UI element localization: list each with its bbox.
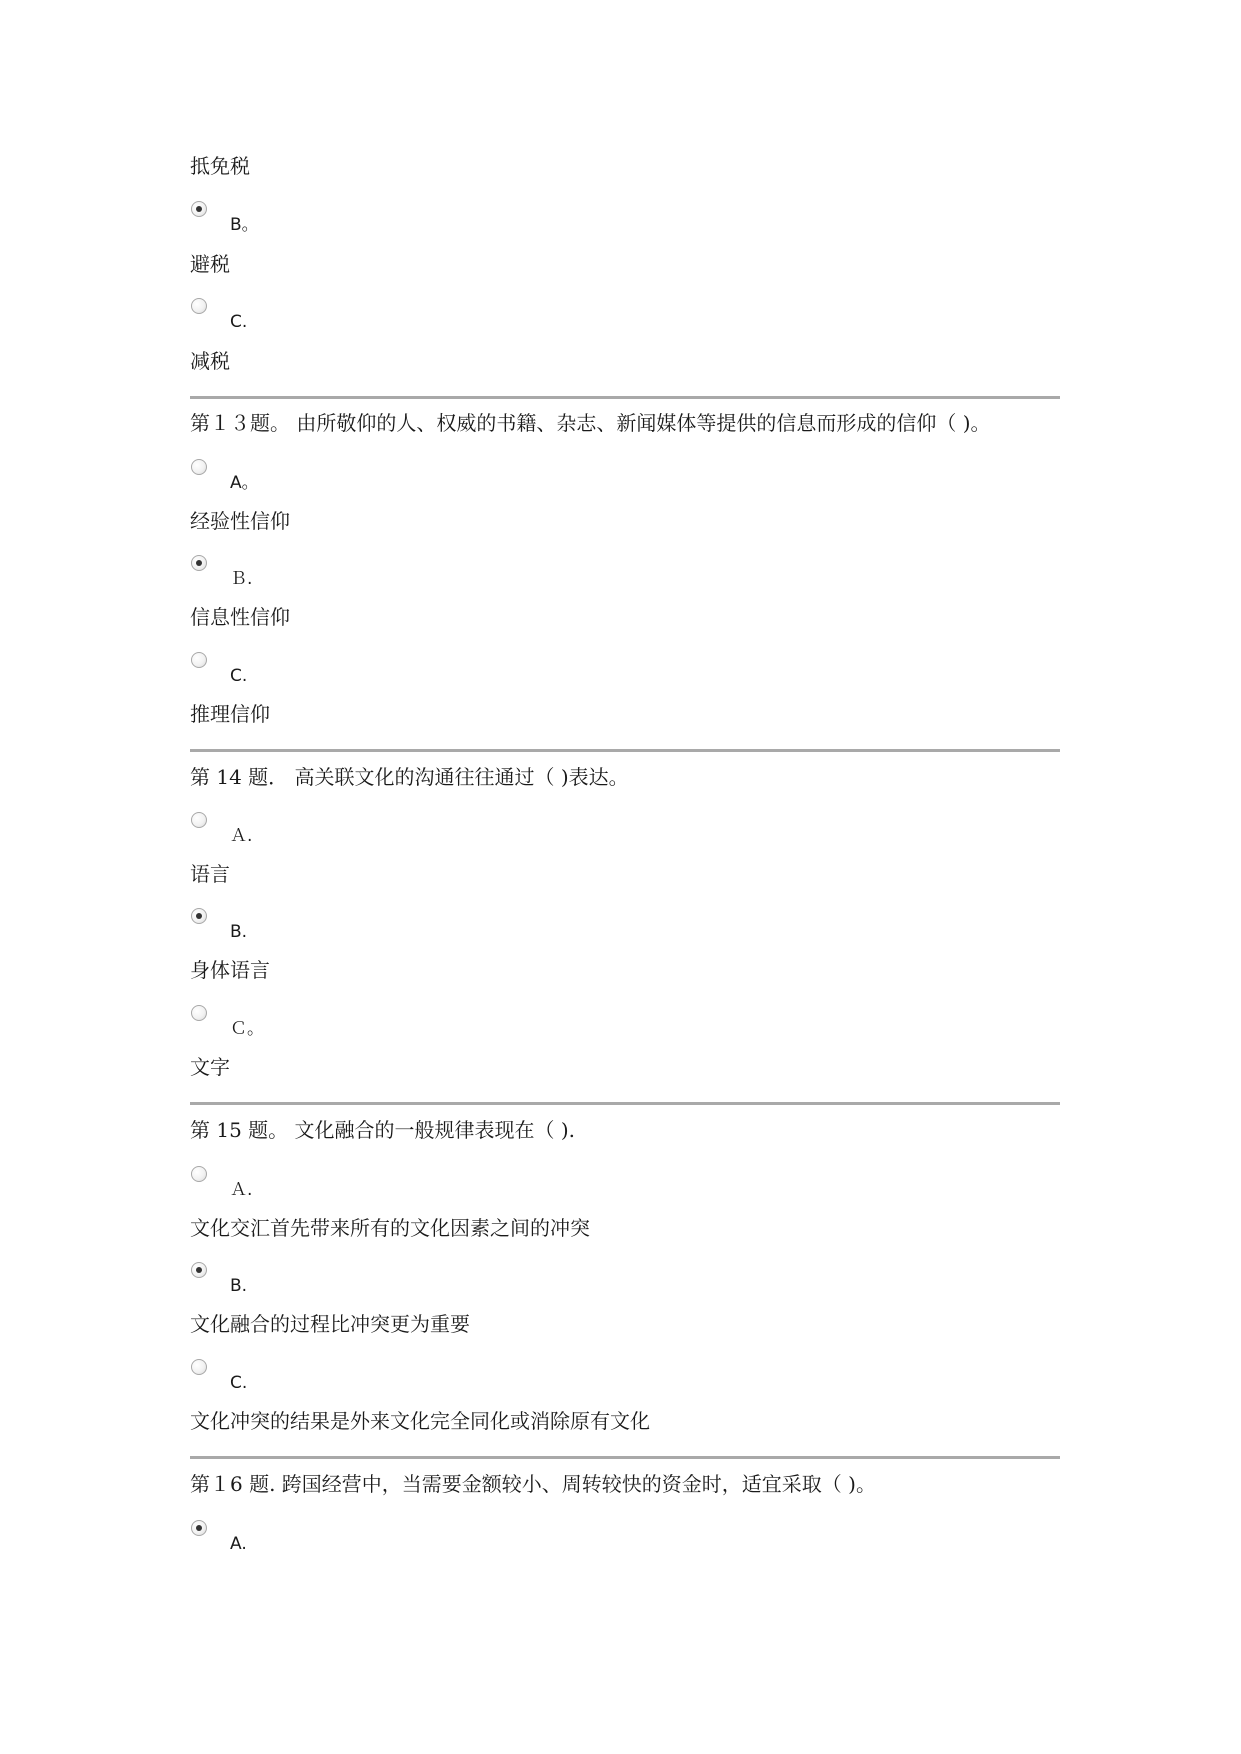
- q14-radio-b[interactable]: [191, 908, 207, 924]
- q15-option-c-text: 文化冲突的结果是外来文化完全同化或消除原有文化: [190, 1409, 650, 1433]
- q13-radio-b[interactable]: [191, 555, 207, 571]
- q13-option-a-text: 经验性信仰: [190, 509, 290, 533]
- option-b-label: B。: [230, 215, 259, 235]
- question-15-title: 第 15 题。 文化融合的一般规律表现在（ ).: [190, 1118, 576, 1142]
- question-divider: [190, 1102, 1060, 1105]
- question-divider: [190, 749, 1060, 752]
- q15-radio-c[interactable]: [191, 1359, 207, 1375]
- q13-option-b-label: Ｂ.: [230, 569, 253, 589]
- q15-option-b-label: B.: [230, 1276, 248, 1296]
- q15-radio-b[interactable]: [191, 1262, 207, 1278]
- q16-radio-a[interactable]: [191, 1520, 207, 1536]
- q14-option-a-label: Ａ.: [230, 826, 253, 846]
- q15-option-c-label: C.: [230, 1373, 248, 1393]
- option-c-text: 减税: [190, 349, 230, 373]
- q15-option-b-text: 文化融合的过程比冲突更为重要: [190, 1312, 470, 1336]
- q15-radio-a[interactable]: [191, 1166, 207, 1182]
- q13-option-a-label: A。: [230, 473, 259, 493]
- q14-option-b-text: 身体语言: [190, 958, 270, 982]
- q13-option-b-text: 信息性信仰: [190, 605, 290, 629]
- option-c-label: C.: [230, 312, 248, 332]
- radio-button-c[interactable]: [191, 298, 207, 314]
- q14-option-c-text: 文字: [190, 1055, 230, 1079]
- question-divider: [190, 396, 1060, 399]
- q14-radio-c[interactable]: [191, 1005, 207, 1021]
- option-b-text: 避税: [190, 252, 230, 276]
- q14-option-b-label: B.: [230, 922, 248, 942]
- question-14-title: 第 14 题． 高关联文化的沟通往往通过（ )表达。: [190, 765, 629, 789]
- q13-option-c-text: 推理信仰: [190, 702, 270, 726]
- q13-radio-c[interactable]: [191, 652, 207, 668]
- q14-radio-a[interactable]: [191, 812, 207, 828]
- q15-option-a-label: Ａ.: [230, 1180, 253, 1200]
- q16-option-a-label: A.: [230, 1534, 247, 1554]
- q13-option-c-label: C.: [230, 666, 248, 686]
- q14-option-c-label: Ｃ。: [230, 1019, 264, 1039]
- option-a-text: 抵免税: [190, 154, 250, 178]
- q14-option-a-text: 语言: [190, 862, 230, 886]
- question-13-title: 第１３题。 由所敬仰的人、权威的书籍、杂志、新闻媒体等提供的信息而形成的信仰（ )。: [190, 411, 991, 435]
- q15-option-a-text: 文化交汇首先带来所有的文化因素之间的冲突: [190, 1216, 590, 1240]
- question-divider: [190, 1456, 1060, 1459]
- question-16-title: 第１6 题. 跨国经营中，当需要金额较小、周转较快的资金时，适宜采取（ )。: [190, 1472, 876, 1496]
- radio-button-b[interactable]: [191, 201, 207, 217]
- q13-radio-a[interactable]: [191, 459, 207, 475]
